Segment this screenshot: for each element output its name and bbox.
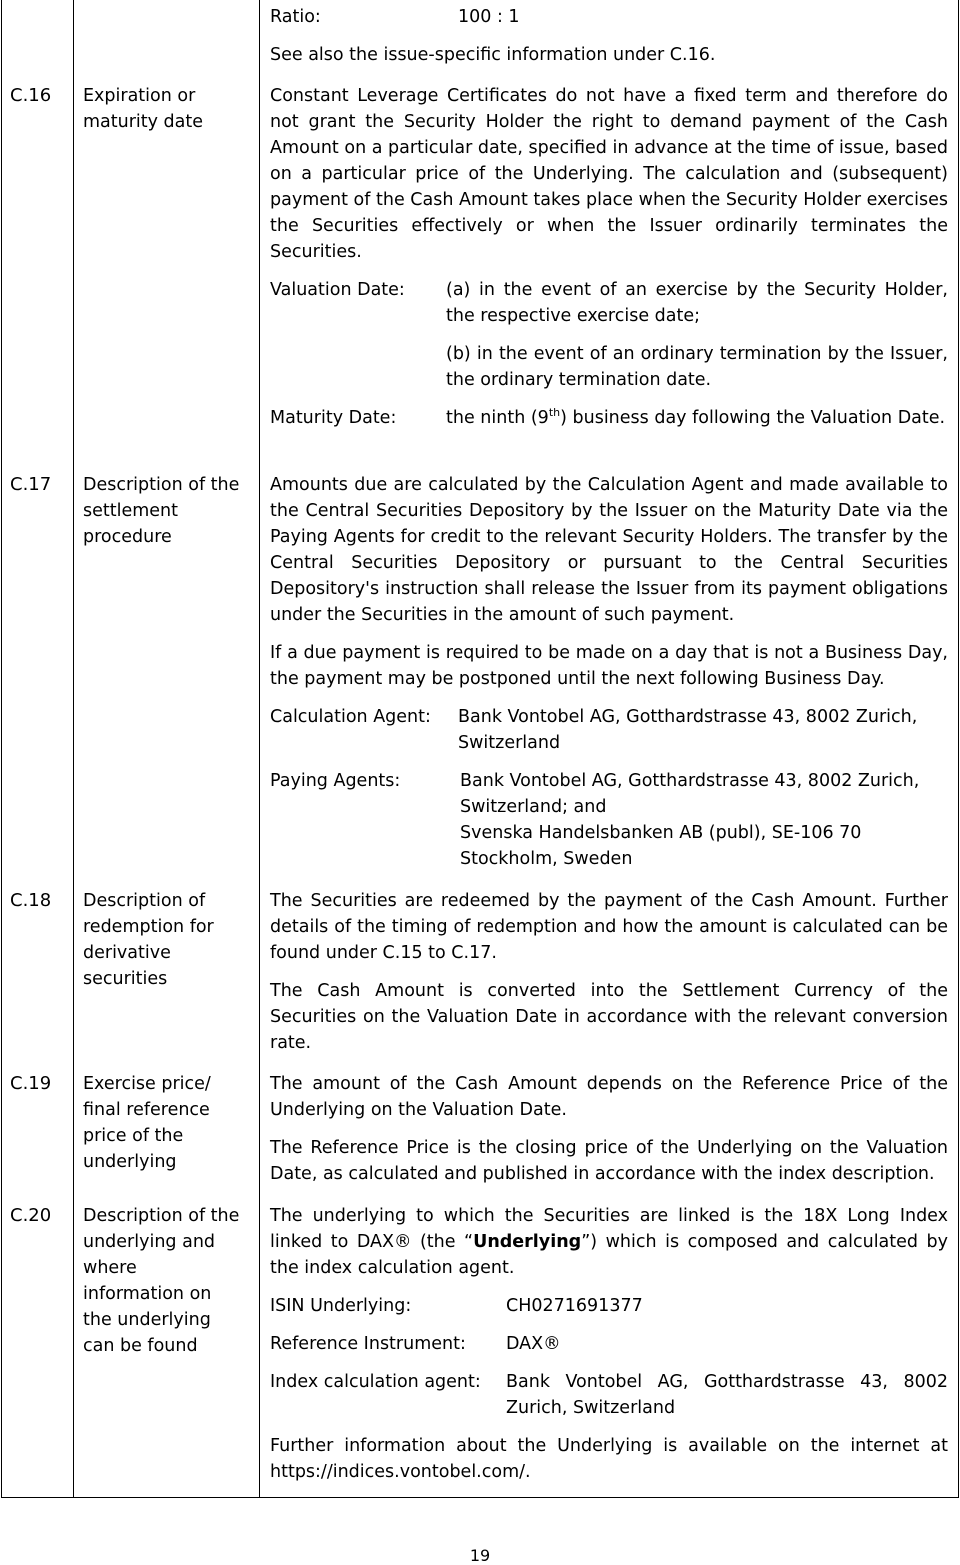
table-border-right <box>958 0 959 1498</box>
section-label-c19: Exercise price/ final reference price of the underlying <box>83 1074 211 1172</box>
reference-instrument-label: Reference Instrument: <box>270 1334 466 1354</box>
c19-paragraph-1: The amount of the Cash Amount depends on the Reference Price of the Underlying on the Valuation Date. <box>270 1074 948 1120</box>
index-calculation-agent-label: Index calculation agent: <box>270 1372 481 1392</box>
table-divider-num <box>73 0 74 1498</box>
section-content-c17 <box>270 472 948 872</box>
table-divider-label <box>259 0 260 1498</box>
section-content-c18 <box>270 888 948 1056</box>
paying-agent-1: Bank Vontobel AG, Gotthardstrasse 43, 8002 Zurich, Switzerland; and <box>460 771 920 817</box>
c18-paragraph-2: The Cash Amount is converted into the Settlement Currency of the Securities on the Valuation Date in accordance with the relevant conversion rate. <box>270 981 948 1053</box>
c19-paragraph-2: The Reference Price is the closing price of the Underlying on the Valuation Date, as calculated and published in accordance with the index description. <box>270 1138 948 1184</box>
maturity-date-label: Maturity Date: <box>270 408 397 428</box>
section-content-c19 <box>270 1071 948 1187</box>
section-number-c18: C.18 <box>10 890 52 911</box>
section-number-c17: C.17 <box>10 474 52 495</box>
reference-instrument-value: DAX® <box>506 1334 561 1354</box>
ratio-row <box>270 4 948 68</box>
section-label-c17: Description of the settlement procedure <box>83 475 240 547</box>
calculation-agent-value: Bank Vontobel AG, Gotthardstrasse 43, 8002 Zurich, Switzerland <box>458 707 918 753</box>
isin-value: CH0271691377 <box>506 1296 643 1316</box>
section-label-c18: Description of redemption for derivative securities <box>83 891 214 989</box>
valuation-date-a: (a) in the event of an exercise by the Security Holder, the respective exercise date; <box>446 280 948 326</box>
section-number-c19: C.19 <box>10 1073 52 1094</box>
section-content-c20 <box>270 1203 948 1485</box>
section-label-c20: Description of the underlying and where information on the underlying can be found <box>83 1206 240 1356</box>
c20-paragraph-2: Further information about the Underlying is available on the internet at https://indices.vontobel.com/. <box>270 1436 948 1482</box>
paying-agents-label: Paying Agents: <box>270 771 401 791</box>
calculation-agent-label: Calculation Agent: <box>270 707 431 727</box>
valuation-date-b: (b) in the event of an ordinary termination by the Issuer, the ordinary termination date. <box>446 344 948 390</box>
section-number-c16: C.16 <box>10 85 52 106</box>
c17-paragraph-2: If a due payment is required to be made on a day that is not a Business Day, the payment may be postponed until the next following Business Day. <box>270 643 948 689</box>
page-number: 19 <box>469 1546 491 1565</box>
isin-label: ISIN Underlying: <box>270 1296 412 1316</box>
maturity-date-value: the ninth (9th) business day following the Valuation Date. <box>446 406 946 428</box>
ratio-value: 100 : 1 <box>458 7 520 27</box>
see-also-text: See also the issue-specific information under C.16. <box>270 45 716 65</box>
c18-paragraph-1: The Securities are redeemed by the payment of the Cash Amount. Further details of the timing of redemption and how the amount is calculated can be found under C.15 to C.17. <box>270 891 948 963</box>
section-label-c16: Expiration or maturity date <box>83 86 204 132</box>
ratio-label: Ratio: <box>270 7 321 27</box>
index-calculation-agent-value: Bank Vontobel AG, Gotthardstrasse 43, 8002 Zurich, Switzerland <box>506 1372 948 1418</box>
c16-paragraph: Constant Leverage Certificates do not have a fixed term and therefore do not grant the Security Holder the right to demand payment of the Cash Amount on a particular date, specified in advance at the time of issue, based on a particular price of the Underlying. The calculation and (subsequent) payment of the Cash Amount takes place when the Security Holder exercises the Securities effectively or when the Issuer ordinarily terminates the Securities. <box>270 86 948 262</box>
c20-paragraph-1: The underlying to which the Securities are linked is the 18X Long Index linked to DAX® (the “Underlying”) which is composed and calculated by the index calculation agent. <box>270 1206 949 1278</box>
paying-agent-2: Svenska Handelsbanken AB (publ), SE-106 70 Stockholm, Sweden <box>460 823 862 869</box>
paying-agents-value <box>460 768 948 872</box>
valuation-date-label: Valuation Date: <box>270 280 405 300</box>
table-border-left <box>1 0 2 1498</box>
c17-paragraph-1: Amounts due are calculated by the Calculation Agent and made available to the Central Securities Depository by the Issuer on the Maturity Date via the Paying Agents for credit to the relevant Security Holders. The transfer by the Central Securities Depository or pursuant to the Central Securities Depository's instruction shall release the Issuer from its payment obligations under the Securities in the amount of such payment. <box>270 475 948 625</box>
section-number-c20: C.20 <box>10 1205 52 1226</box>
section-content-c16 <box>270 83 948 431</box>
table-border-bottom <box>1 1497 959 1498</box>
